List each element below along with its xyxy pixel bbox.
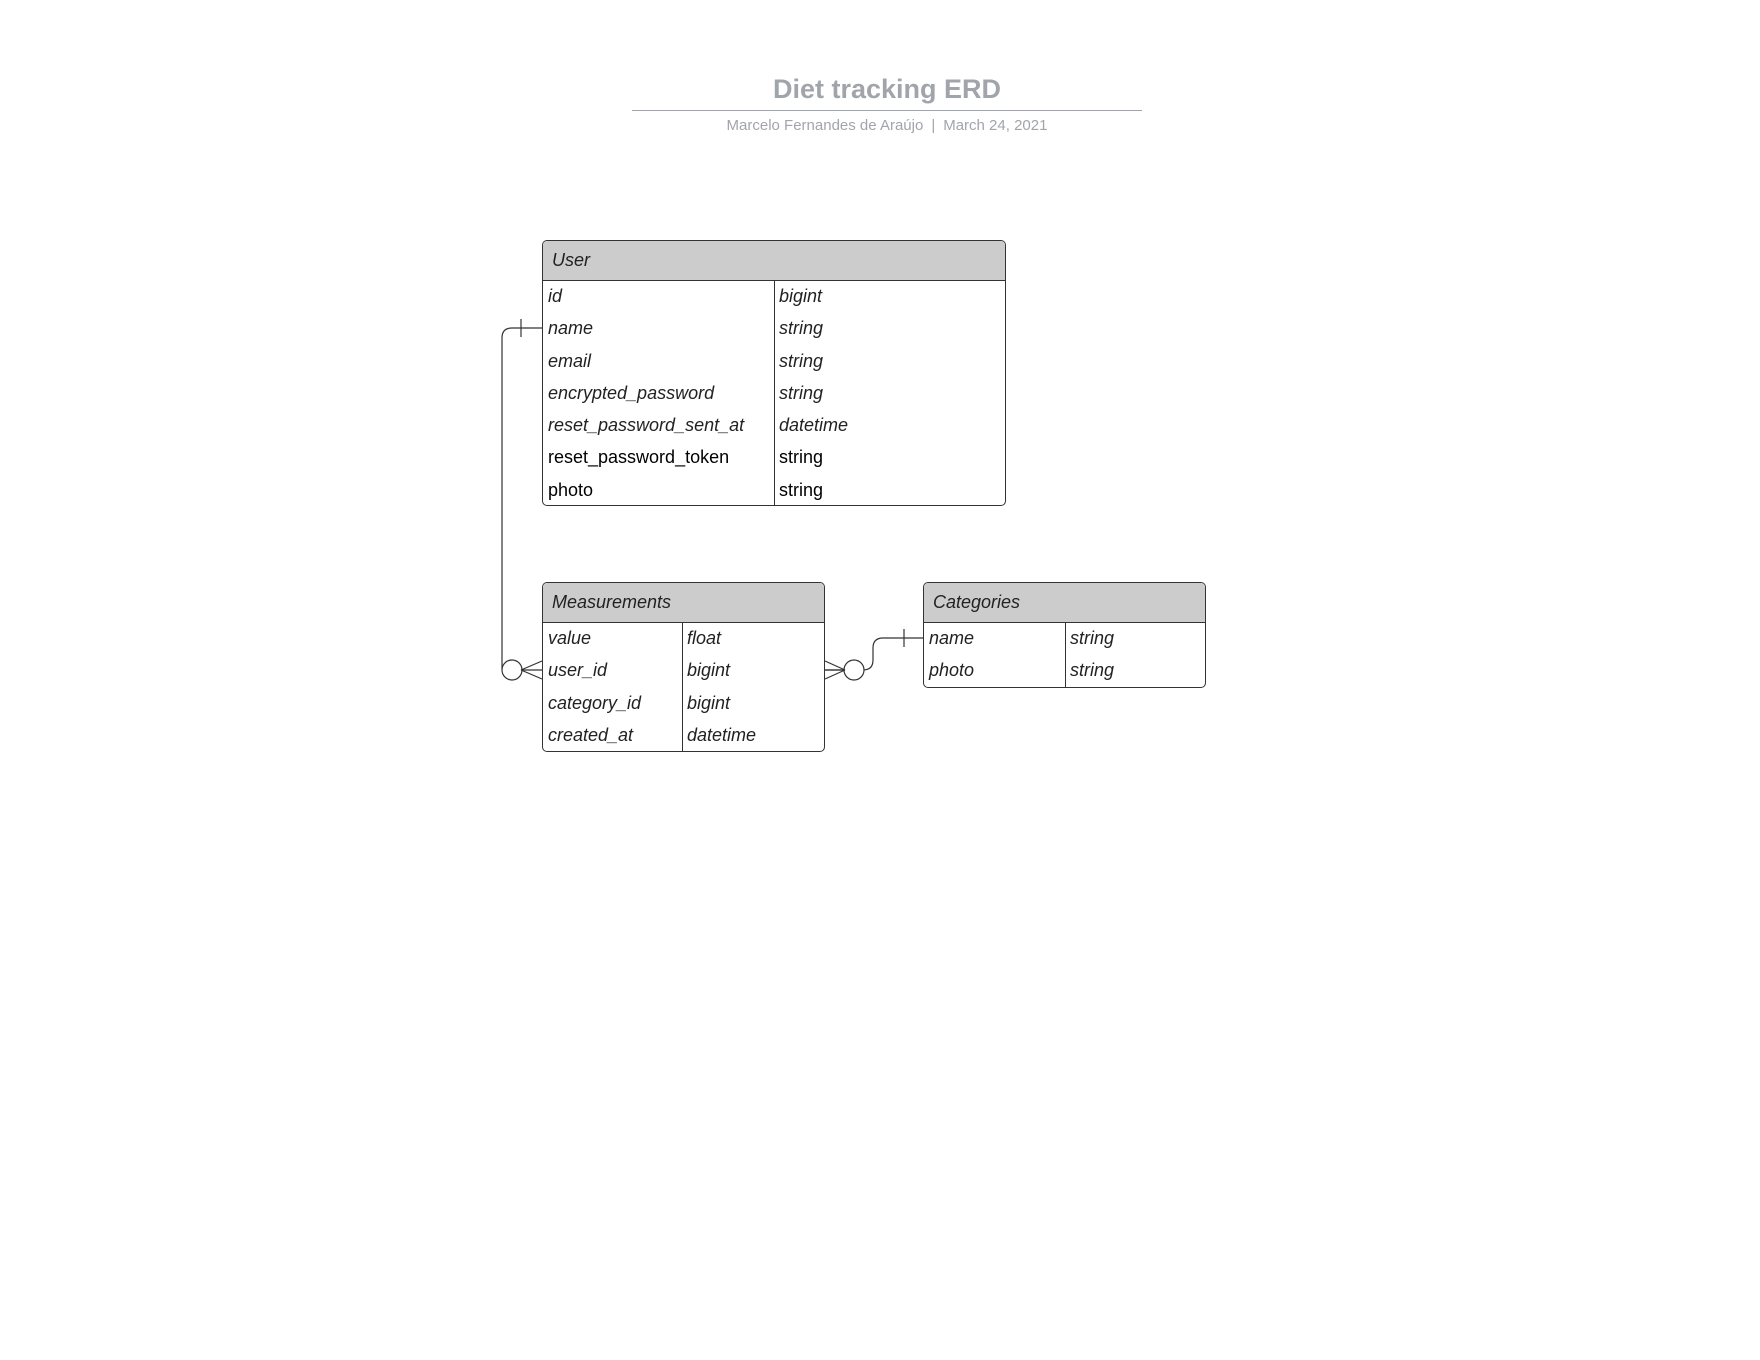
attribute-name: value (548, 628, 592, 648)
categories-measurements-line (825, 638, 923, 670)
column-divider (682, 623, 683, 752)
entity-title: User (543, 241, 1005, 281)
crowsfoot-line-top (521, 661, 542, 670)
attribute-name: name (548, 318, 594, 339)
crowsfoot-line-bottom (825, 670, 845, 679)
attribute-row (543, 625, 824, 657)
attribute-name: category_id (548, 692, 642, 713)
attribute-name: created_at (548, 724, 634, 745)
user-measurements-relationship (502, 319, 542, 680)
attribute-name: id (548, 286, 563, 306)
attribute-type: bigint (687, 660, 731, 681)
author-name: Marcelo Fernandes de Araújo (726, 117, 924, 134)
attribute-type: float (687, 628, 722, 648)
attribute-type: bigint (687, 692, 731, 713)
attribute-list (924, 623, 1205, 688)
attribute-list (543, 623, 824, 752)
attribute-name: photo (548, 479, 594, 500)
entity-categories[interactable] (923, 582, 1206, 688)
zero-optional-circle (844, 660, 864, 680)
attribute-type: bigint (779, 286, 823, 306)
categories-measurements-relationship (825, 629, 923, 680)
subtitle-separator: | (931, 117, 936, 134)
title-underline (632, 110, 1142, 111)
attribute-row (543, 690, 824, 722)
crowsfoot-line-bottom (521, 670, 542, 679)
attribute-type: string (779, 350, 824, 371)
entity-user[interactable] (542, 240, 1006, 506)
entity-title: Measurements (543, 583, 824, 623)
attribute-type: string (779, 318, 824, 339)
attribute-name: encrypted_password (548, 382, 715, 403)
attribute-type: string (779, 382, 824, 403)
attribute-name: user_id (548, 660, 608, 681)
attribute-row (543, 722, 824, 752)
attribute-type: datetime (687, 724, 757, 745)
attribute-type: string (779, 447, 824, 468)
entity-measurements[interactable] (542, 582, 825, 752)
diagram-date: March 24, 2021 (943, 117, 1048, 134)
attribute-type: string (779, 479, 824, 500)
diagram-title: Diet tracking ERD (772, 74, 1002, 104)
attribute-name: email (548, 350, 592, 371)
diagram-subtitle (632, 116, 1142, 136)
entity-title: Categories (924, 583, 1205, 623)
column-divider (774, 281, 775, 506)
attribute-type: datetime (779, 415, 849, 436)
attribute-name: reset_password_token (548, 447, 730, 468)
crowsfoot-line-top (825, 661, 845, 670)
attribute-name: name (929, 628, 975, 648)
attribute-type: string (1070, 628, 1115, 648)
attribute-list (543, 281, 1005, 506)
attribute-type: string (1070, 660, 1115, 681)
column-divider (1065, 623, 1066, 688)
zero-optional-circle (502, 660, 522, 680)
user-measurements-line (502, 328, 542, 670)
attribute-name: photo (929, 660, 975, 681)
diagram-header (632, 68, 1142, 136)
attribute-name: reset_password_sent_at (548, 415, 745, 436)
attribute-row (543, 657, 824, 689)
